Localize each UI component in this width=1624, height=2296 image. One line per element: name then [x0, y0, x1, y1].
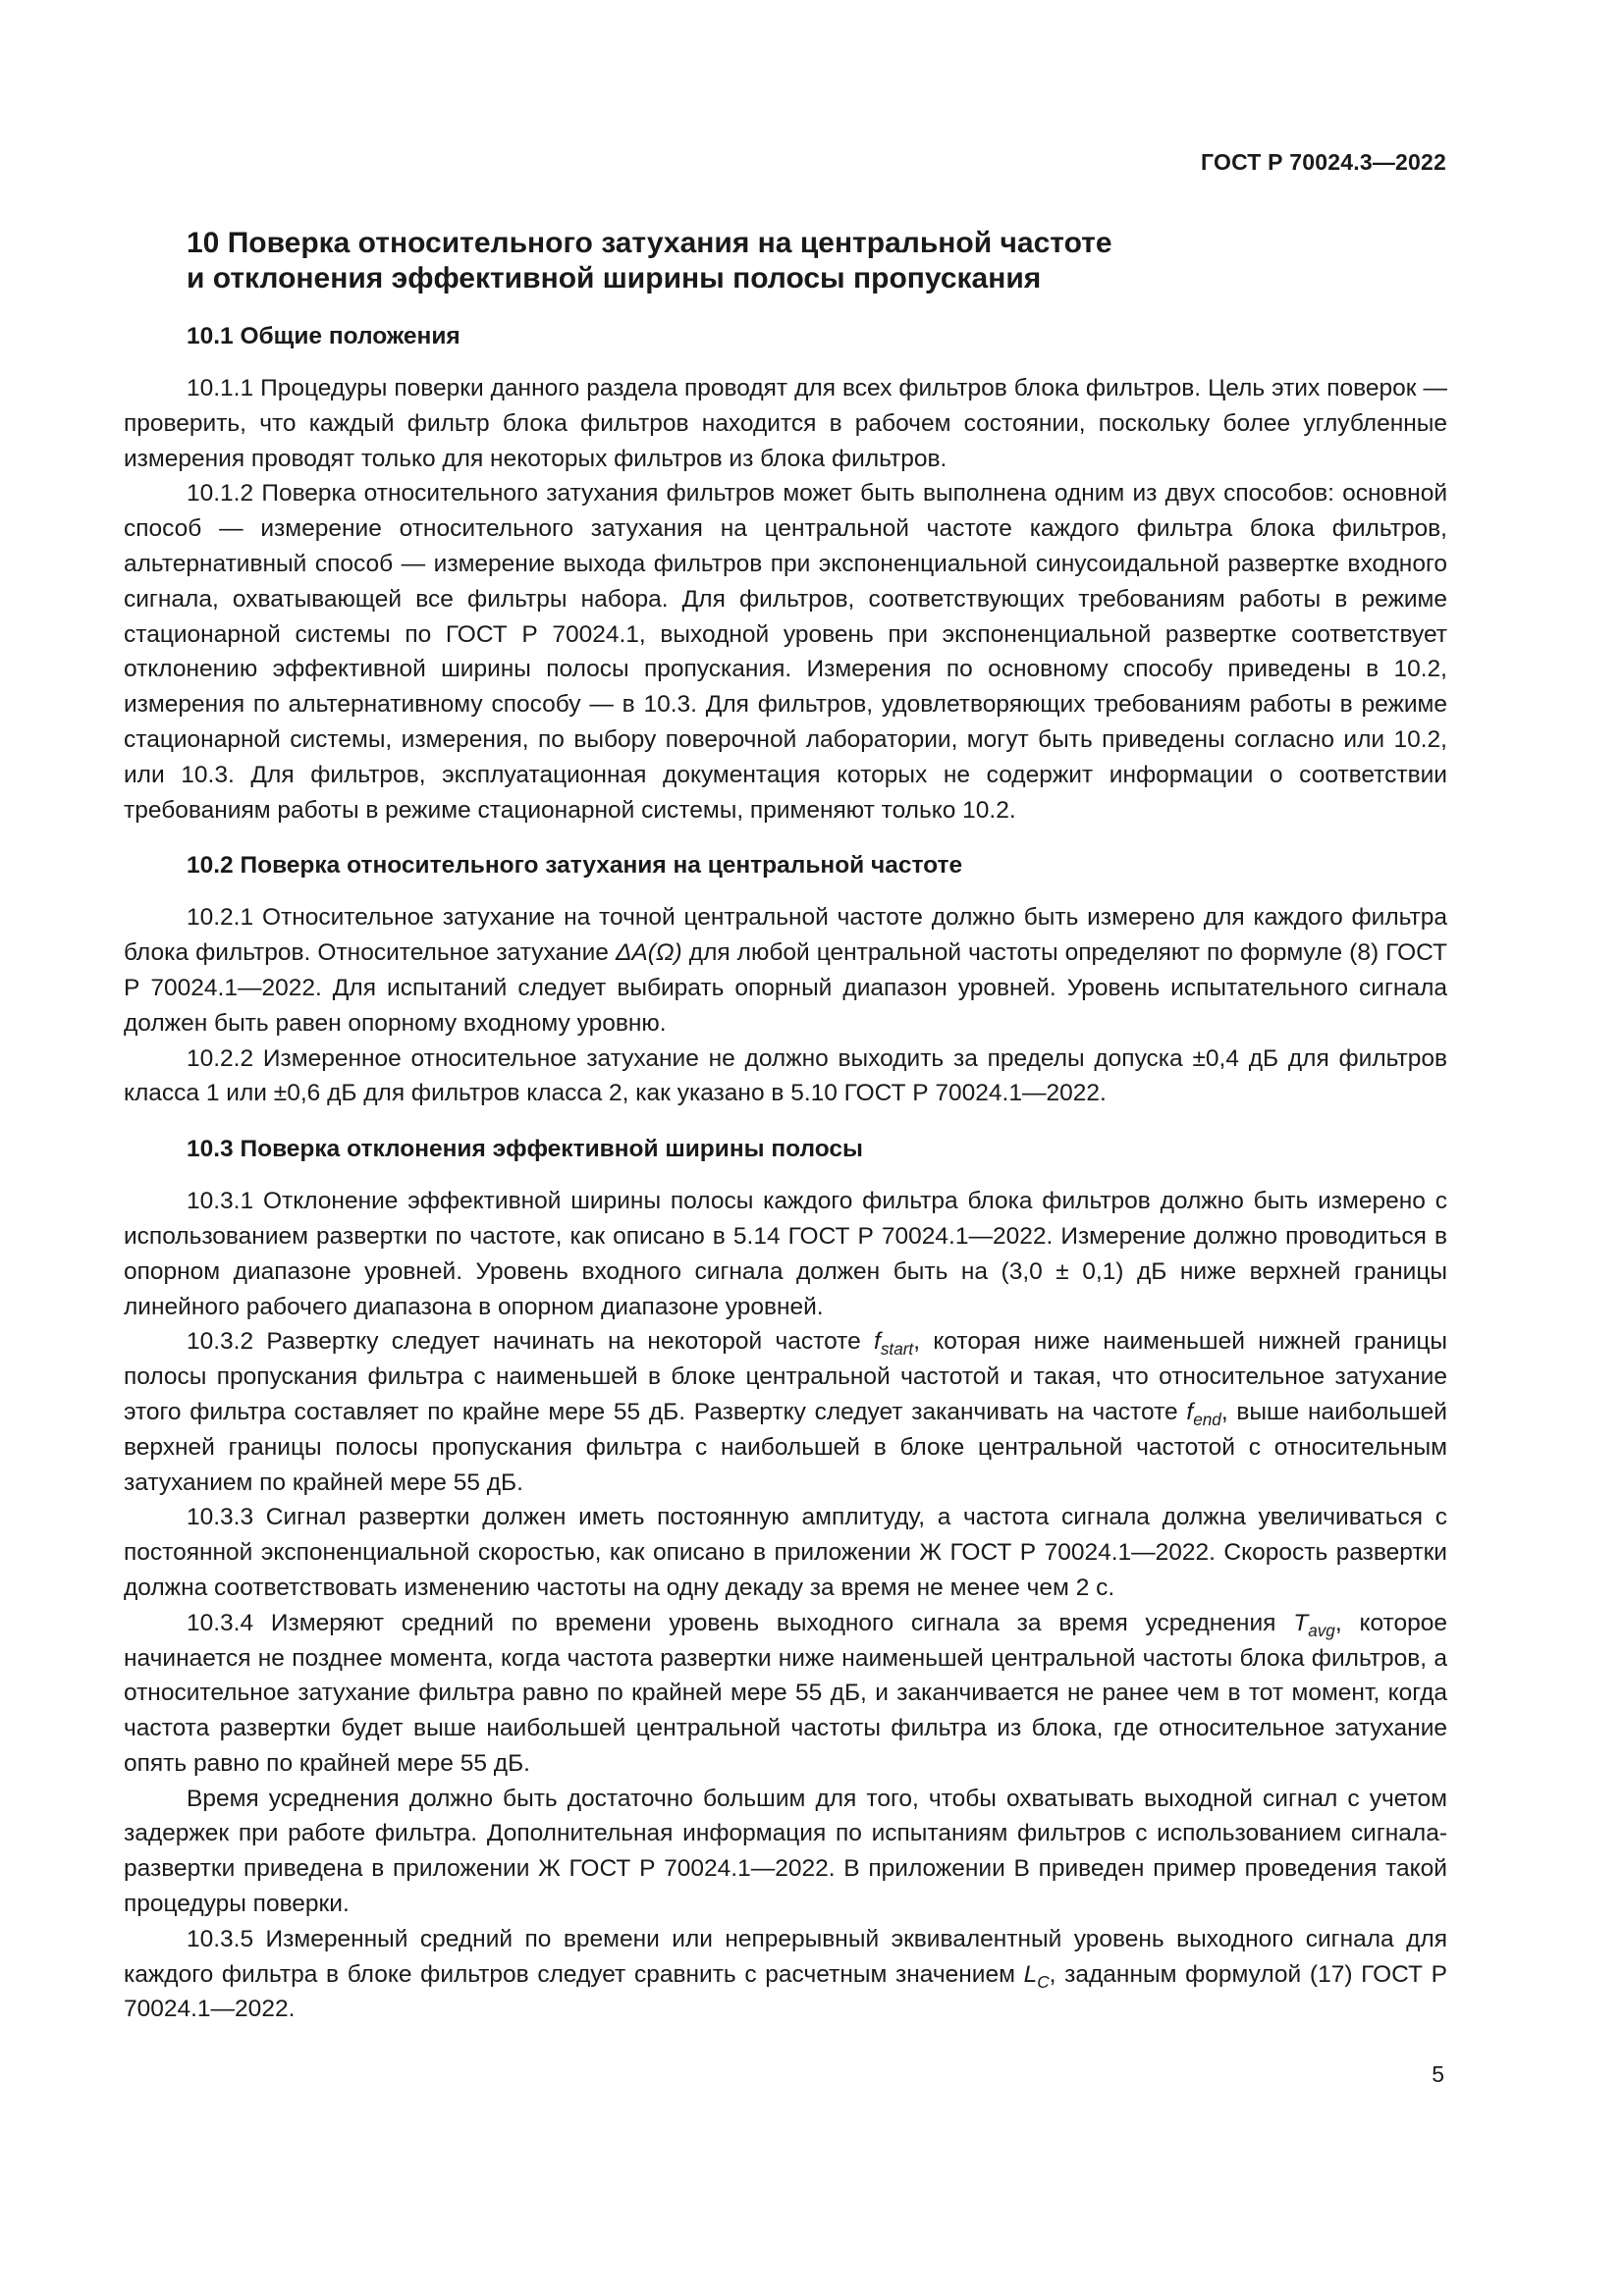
text-run: 10.2.1 Относительное затухание на точной центральной частоте должно быть измерено для каждого фильтра блока фильтров. Относительное затухание [124, 904, 1447, 967]
paragraph-10-3-4 [124, 1606, 1447, 1782]
text-run: , заданным формулой (17) ГОСТ Р 70024.1—2022. [124, 1960, 1447, 2023]
symbol-t-avg: $T_{avg}$ [1293, 1609, 1335, 1640]
text-run: , которая ниже наименьшей нижней границы полосы пропускания фильтра с наименьшей в блоке центральной частотой и такая, что относительное затухание этого фильтра составляет по крайне мере 55 дБ. Развертку следует заканчивать на частоте [124, 1328, 1447, 1425]
symbol-subscript: end [1193, 1409, 1221, 1429]
text-run: для любой центральной частоты определяют по формуле (8) ГОСТ Р 70024.1—2022. Для испытаний следует выбирать опорный диапазон уровней. Уровень испытательного сигнала должен быть равен опорному входному уровню. [124, 939, 1447, 1037]
symbol-f-end: $f_{end}$ [1186, 1398, 1221, 1429]
paragraph-10-1-1: 10.1.1 Процедуры поверки данного раздела проводят для всех фильтров блока фильтров. Цель этих поверок — проверить, что каждый фильтр блока фильтров находится в рабочем состоянии, поскольку более углубленные измерения проводят только для некоторых фильтров из блока фильтров. [124, 375, 1447, 472]
document-code: ГОСТ Р 70024.3—2022 [1201, 149, 1446, 175]
paragraph-10-3-2 [124, 1324, 1447, 1500]
paragraph-averaging-time: Время усреднения должно быть достаточно большим для того, чтобы охватывать выходной сигнал с учетом задержек при работе фильтра. Дополнительная информация по испытаниям фильтров с использованием сигнала-развертки приведена в приложении Ж ГОСТ Р 70024.1—2022. В приложении В приведен пример проведения такой процедуры поверки. [124, 1785, 1447, 1918]
subsection-title-10-2: 10.2 Поверка относительного затухания на центральной частоте [187, 852, 963, 880]
section-title [187, 226, 1447, 296]
document-body [124, 226, 1447, 2027]
paragraph-10-3-3: 10.3.3 Сигнал развертки должен иметь постоянную амплитуду, а частота сигнала должна увеличиваться с постоянной экспоненциальной скоростью, как описано в приложении Ж ГОСТ Р 70024.1—2022. Скорость развертки должна соответствовать изменению частоты на одну декаду за время не менее чем 2 с. [124, 1504, 1447, 1601]
text-run: 10.3.2 Развертку следует начинать на некоторой частоте [187, 1328, 875, 1356]
paragraph-10-3-5 [124, 1922, 1447, 2027]
section-title-line-1: 10 Поверка относительного затухания на центральной частоте [187, 227, 1112, 259]
paragraph-10-1-2: 10.1.2 Поверка относительного затухания фильтров может быть выполнена одним из двух способов: основной способ — измерение относительного затухания на центральной частоте каждого фильтра блока фильтров, альтернативный способ — измерение выхода фильтров при экспоненциальной синусоидальной развертке входного сигнала, охватывающей все фильтры набора. Для фильтров, соответствующих требованиям работы в режиме стационарной системы по ГОСТ Р 70024.1, выходной уровень при экспоненциальной развертке соответствует отклонению эффективной ширины полосы пропускания. Измерения по основному способу приведены в 10.2, измерения по альтернативному способу — в 10.3. Для фильтров, удовлетворяющих требованиям работы в режиме стационарной системы, измерения, по выбору поверочной лаборатории, могут быть приведены согласно или 10.2, или 10.3. Для фильтров, эксплуатационная документация которых не содержит информации о соответствии требованиям работы в режиме стационарной системы, применяют только 10.2. [124, 480, 1447, 824]
subsection-title-10-1: 10.1 Общие положения [187, 323, 460, 349]
text-run: , которое начинается не позднее момента, когда частота развертки ниже наименьшей центральной частоты блока фильтров, а относительное затухание фильтра равно по крайней мере 55 дБ, и заканчивается не ранее чем в тот момент, когда частота развертки будет выше наибольшей центральной частоты фильтра из блока, где относительное затухание опять равно по крайней мере 55 дБ. [124, 1609, 1447, 1777]
subsection-title-10-3: 10.3 Поверка отклонения эффективной ширины полосы [187, 1136, 863, 1163]
symbol-delta-a: ΔA(Ω) [615, 939, 682, 967]
paragraph-10-2-1 [124, 900, 1447, 1041]
symbol-subscript: start [880, 1339, 914, 1360]
symbol-subscript: C [1037, 1971, 1050, 1992]
symbol-l-c: $L_C$ [1023, 1960, 1050, 1992]
page-number: 5 [1432, 2061, 1444, 2087]
symbol-subscript: avg [1308, 1620, 1335, 1640]
text-run: , выше наибольшей верхней границы полосы пропускания фильтра с наибольшей в блоке центральной частотой с относительным затуханием по крайней мере 55 дБ. [124, 1398, 1447, 1496]
paragraph-10-2-2: 10.2.2 Измеренное относительное затухание не должно выходить за пределы допуска ±0,4 дБ для фильтров класса 1 или ±0,6 дБ для фильтров класса 2, как указано в 5.10 ГОСТ Р 70024.1—2022. [124, 1044, 1447, 1107]
text-run: 10.3.4 Измеряют средний по времени уровень выходного сигнала за время усреднения [187, 1609, 1294, 1636]
symbol-f-start: $f_{start}$ [874, 1328, 914, 1360]
paragraph-10-3-1: 10.3.1 Отклонение эффективной ширины полосы каждого фильтра блока фильтров должно быть измерено с использованием развертки по частоте, как описано в 5.14 ГОСТ Р 70024.1—2022. Измерение должно проводиться в опорном диапазоне уровней. Уровень входного сигнала должен быть на (3,0 ± 0,1) дБ ниже верхней границы линейного рабочего диапазона в опорном диапазоне уровней. [124, 1188, 1447, 1320]
text-run: 10.3.5 Измеренный средний по времени или непрерывный эквивалентный уровень выходного сигнала для каждого фильтра в блоке фильтров следует сравнить с расчетным значением [124, 1925, 1447, 1988]
section-title-line-2: и отклонения эффективной ширины полосы пропускания [187, 262, 1042, 294]
